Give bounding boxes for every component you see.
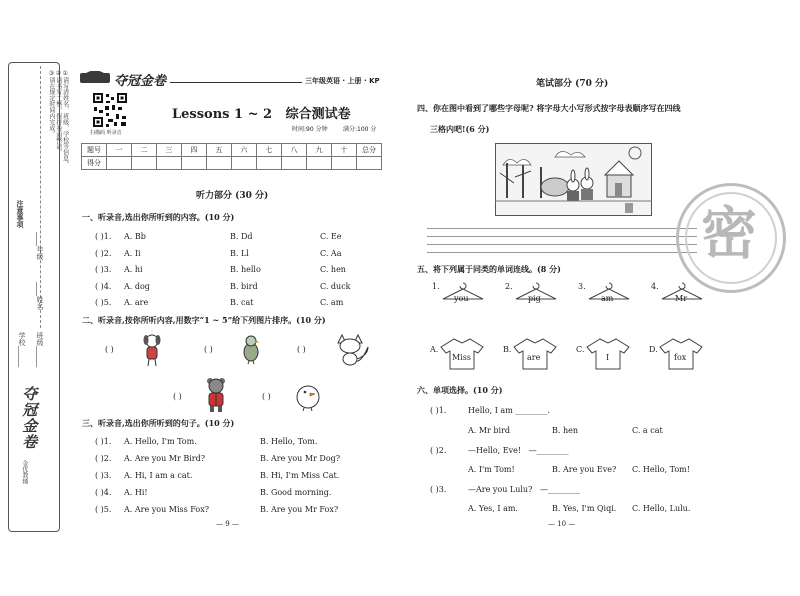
q1-option: A. Ii: [124, 249, 141, 258]
score-input-cell[interactable]: [282, 157, 307, 170]
q3-option: A. Are you Miss Fox?: [124, 505, 210, 514]
shirt-word: are: [527, 353, 541, 362]
q6-item-num[interactable]: ( )1.: [430, 406, 447, 415]
score-cell: 五: [207, 144, 232, 157]
strip-publisher: 金优教辅: [20, 460, 28, 484]
score-cell: 八: [282, 144, 307, 157]
strip-brand-logo: 夺冠金卷: [20, 386, 39, 450]
hanger-word: you: [454, 294, 469, 303]
q1-option: C. hen: [320, 265, 346, 274]
q6-stem: Hello, I am ________.: [468, 406, 550, 415]
q6-title: 六、单项选择。(10 分): [417, 385, 503, 395]
class-field[interactable]: 班级______: [36, 332, 45, 367]
hanger-word: am: [601, 294, 614, 303]
shirt-icon[interactable]: [659, 338, 703, 370]
score-cell: 九: [307, 144, 332, 157]
hanger-icon[interactable]: [513, 281, 559, 303]
q3-title: 三、听录音,选出你所听到的句子。(10 分): [82, 418, 235, 428]
hanger-icon[interactable]: [586, 281, 632, 303]
four-line-writing-grid[interactable]: [427, 228, 697, 254]
score-input-cell[interactable]: [232, 157, 257, 170]
q6-option: A. I'm Tom!: [468, 465, 515, 474]
q6-option: B. Yes, I'm Qiqi.: [552, 504, 617, 513]
chick-picture: [294, 378, 322, 412]
score-cell: 四: [182, 144, 207, 157]
shirt-label: A.: [430, 345, 439, 354]
score-cell: 三: [157, 144, 182, 157]
page-title: Lessons 1 ~ 2 综合测试卷: [172, 107, 351, 122]
score-input-cell[interactable]: [257, 157, 282, 170]
q1-item-num[interactable]: ( )3.: [95, 265, 112, 274]
q1-item-num[interactable]: ( )1.: [95, 232, 112, 241]
q1-item-num[interactable]: ( )5.: [95, 298, 112, 307]
q6-option: C. Hello, Tom!: [632, 465, 690, 474]
q5-title: 五、将下列属于同类的单词连线。(8 分): [417, 264, 561, 274]
series-label: 三年级英语 · 上册 · KP: [305, 77, 380, 85]
hanger-number: 4.: [651, 282, 659, 291]
score-cell: 二: [132, 144, 157, 157]
brand-logo: 夺冠金卷: [114, 74, 167, 89]
score-input-cell[interactable]: [107, 157, 132, 170]
q6-option: A. Yes, I am.: [468, 504, 518, 513]
q6-stem: —Are you Lulu? —________: [468, 485, 581, 494]
q3-option: B. Are you Mr Fox?: [260, 505, 339, 514]
score-cell: 七: [257, 144, 282, 157]
score-input-cell[interactable]: [307, 157, 332, 170]
q1-option: B. cat: [230, 298, 254, 307]
q1-option: C. duck: [320, 282, 351, 291]
hanger-number: 2.: [505, 282, 513, 291]
score-cell: 题号: [82, 144, 107, 157]
q3-option: A. Hello, I'm Tom.: [124, 437, 197, 446]
shirt-word: Miss: [452, 353, 471, 362]
q6-option: C. a cat: [632, 426, 663, 435]
school-field[interactable]: 学校______: [18, 332, 27, 367]
grade-field[interactable]: ____年级: [36, 232, 45, 260]
shirt-label: B.: [503, 345, 512, 354]
shirt-label: D.: [649, 345, 658, 354]
shirt-icon[interactable]: [513, 338, 557, 370]
q3-option: B. Good morning.: [260, 488, 332, 497]
score-input-cell[interactable]: [132, 157, 157, 170]
hanger-icon[interactable]: [440, 281, 486, 303]
hanger-icon[interactable]: [659, 281, 705, 303]
q6-option: C. Hello, Lulu.: [632, 504, 691, 513]
score-input-cell[interactable]: [207, 157, 232, 170]
q2-answer-blank[interactable]: ( ): [204, 345, 213, 354]
score-table-score-row: [82, 157, 382, 170]
score-cell: 六: [232, 144, 257, 157]
written-section-title: 笔试部分 (70 分): [536, 79, 609, 89]
q3-option: B. Are you Mr Dog?: [260, 454, 341, 463]
listening-section-title: 听力部分 (30 分): [196, 191, 269, 201]
q1-option: B. hello: [230, 265, 261, 274]
score-cell: 一: [107, 144, 132, 157]
q3-option: B. Hi, I'm Miss Cat.: [260, 471, 340, 480]
q3-option: A. Hi!: [124, 488, 148, 497]
hanger-word: pig: [528, 294, 541, 303]
page-number-left: — 9 —: [216, 520, 239, 528]
fox-picture: [332, 331, 372, 367]
shirt-label: C.: [576, 345, 585, 354]
shirt-word: I: [606, 353, 610, 362]
q1-option: A. hi: [124, 265, 143, 274]
score-cell: 十: [332, 144, 357, 157]
dog-picture: [140, 333, 164, 367]
q6-option: A. Mr bird: [468, 426, 511, 435]
q3-item-num[interactable]: ( )3.: [95, 471, 112, 480]
q3-option: A. Are you Mr Bird?: [124, 454, 206, 463]
qr-code[interactable]: [92, 92, 128, 128]
hanger-number: 3.: [578, 282, 586, 291]
q3-item-num[interactable]: ( )4.: [95, 488, 112, 497]
q1-option: C. am: [320, 298, 344, 307]
shirt-icon[interactable]: [440, 338, 484, 370]
q4-title-continued: 三格内吧!(6 分): [430, 124, 490, 134]
q1-option: A. dog: [124, 282, 150, 291]
hanger-number: 1.: [432, 282, 440, 291]
q3-option: A. Hi, I am a cat.: [124, 471, 193, 480]
q1-title: 一、听录音,选出你所听到的内容。(10 分): [82, 212, 235, 222]
name-field[interactable]: ____姓名: [36, 282, 45, 310]
qr-caption: 扫描码 听录音: [90, 130, 122, 136]
confidential-stamp: [676, 183, 786, 293]
q6-stem: —Hello, Eve! —________: [468, 446, 569, 455]
letter-scene-picture: [495, 143, 652, 216]
q6-option: B. hen: [552, 426, 579, 435]
q3-option: B. Hello, Tom.: [260, 437, 318, 446]
q3-item-num[interactable]: ( )1.: [95, 437, 112, 446]
q6-item-num[interactable]: ( )2.: [430, 446, 447, 455]
q3-item-num[interactable]: ( )5.: [95, 505, 112, 514]
q1-option: B. Dd: [230, 232, 253, 241]
q2-answer-blank[interactable]: ( ): [262, 392, 271, 401]
q2-answer-blank[interactable]: ( ): [173, 392, 182, 401]
score-input-cell[interactable]: [157, 157, 182, 170]
attention-label: 注意事项: [16, 200, 25, 228]
exam-time: 时间:90 分钟: [292, 126, 328, 133]
bird-picture: [240, 335, 262, 365]
score-table-header-row: [82, 144, 382, 157]
score-input-cell[interactable]: [357, 157, 382, 170]
score-input-cell[interactable]: [332, 157, 357, 170]
hanger-word: Mr: [675, 294, 688, 303]
stamp-character: 密: [701, 201, 757, 267]
full-score: 满分:100 分: [343, 126, 377, 133]
score-input-cell[interactable]: [182, 157, 207, 170]
q2-title: 二、听录音,按你所听内容,用数字“1 ~ 5”给下列图片排序。(10 分): [82, 315, 326, 325]
q1-item-num[interactable]: ( )4.: [95, 282, 112, 291]
q2-answer-blank[interactable]: ( ): [297, 345, 306, 354]
q3-item-num[interactable]: ( )2.: [95, 454, 112, 463]
shirt-icon[interactable]: [586, 338, 630, 370]
q1-option: C. Ee: [320, 232, 342, 241]
bear-picture: [204, 377, 228, 413]
q1-option: A. Bb: [124, 232, 146, 241]
q1-option: B. bird: [230, 282, 258, 291]
q6-item-num[interactable]: ( )3.: [430, 485, 447, 494]
q2-answer-blank[interactable]: ( ): [105, 345, 114, 354]
q1-option: C. Aa: [320, 249, 342, 258]
q4-title: 四、你在图中看到了哪些字母呢? 将字母大小写形式按字母表顺序写在四线: [417, 103, 681, 113]
header-rule: [170, 82, 302, 83]
score-cell: 总分: [357, 144, 382, 157]
publisher-logo: [80, 70, 110, 84]
score-label-cell: 得分: [82, 157, 107, 170]
q1-option: B. Ll: [230, 249, 249, 258]
page-number-right: — 10 —: [548, 520, 576, 528]
shirt-word: fox: [674, 353, 687, 362]
notes-text: ①请写清姓名、班级、学校等信息。 ②请书写工整，保持卷面整洁。 ③请在规定时间内完成。: [47, 70, 69, 167]
q1-item-num[interactable]: ( )2.: [95, 249, 112, 258]
q6-option: B. Are you Eve?: [552, 465, 617, 474]
score-table: [81, 143, 382, 170]
q1-option: A. are: [124, 298, 149, 307]
